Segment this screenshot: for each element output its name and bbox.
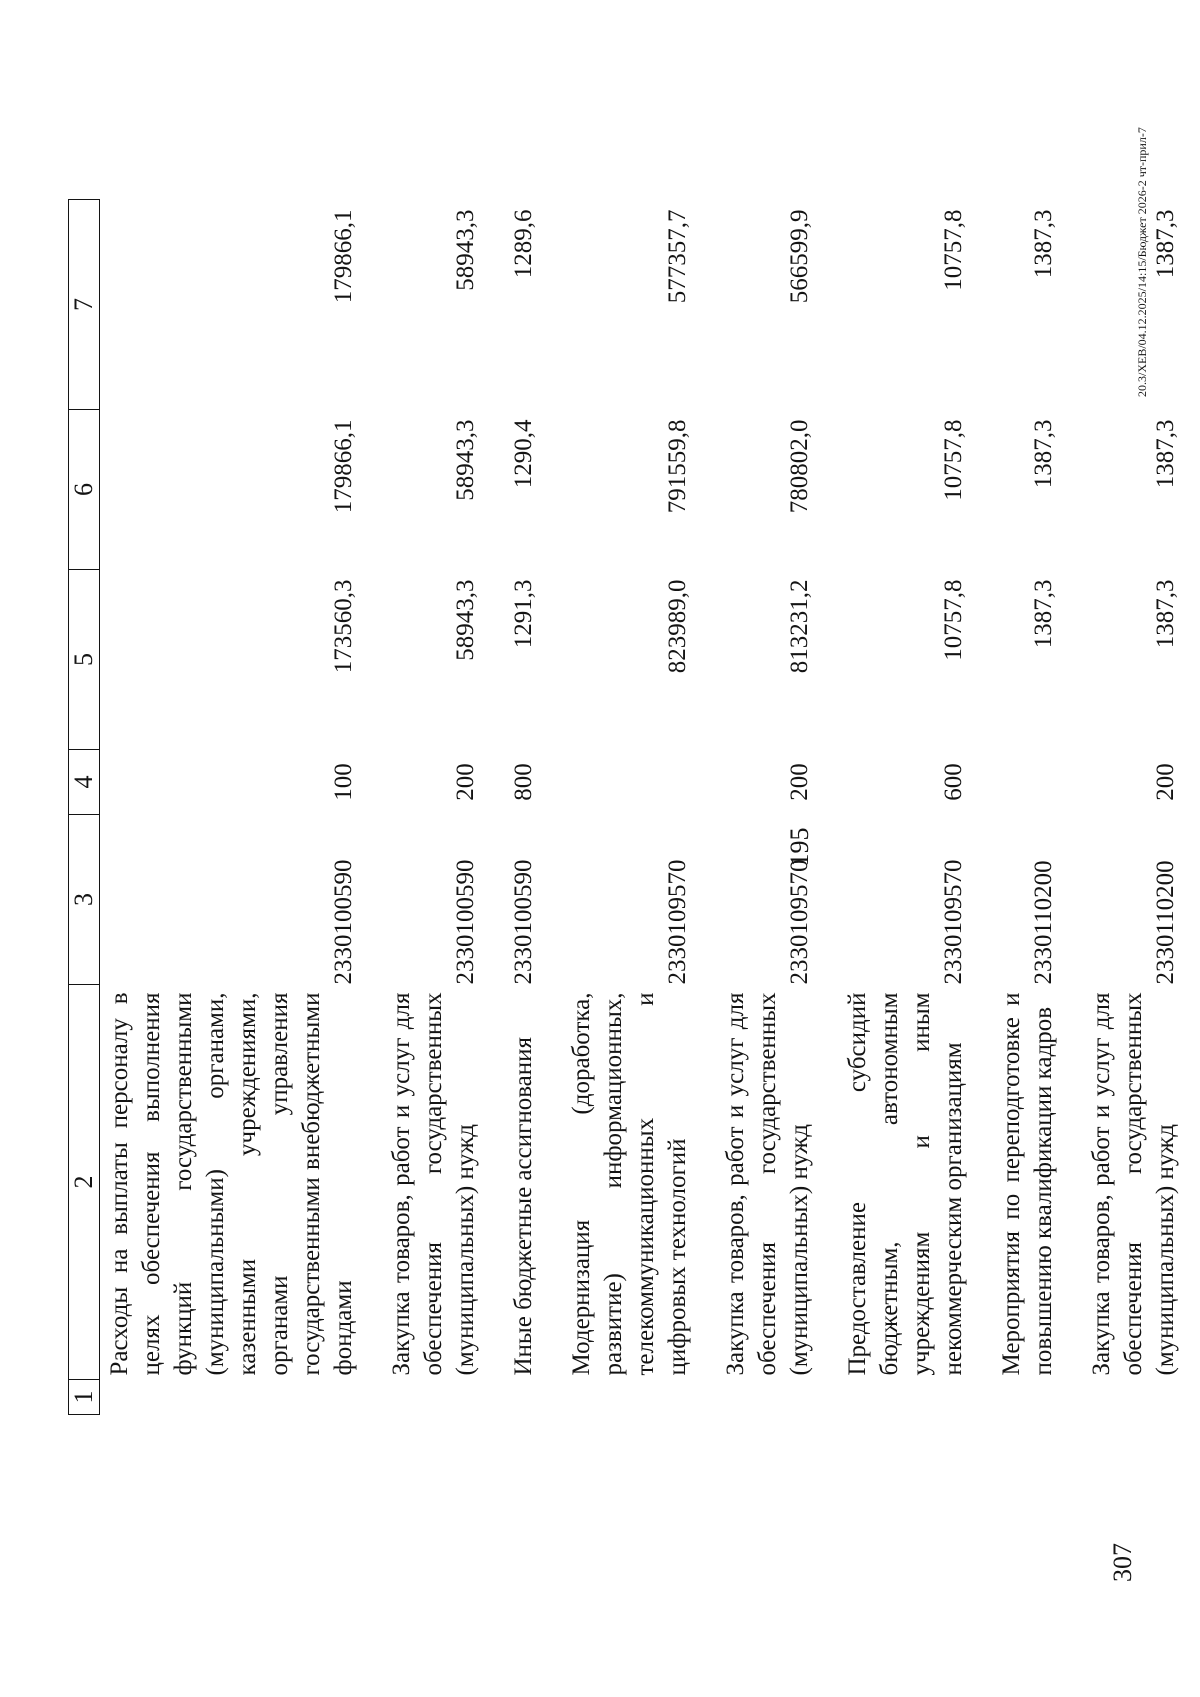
row-number-cell [100,1380,367,1415]
expense-type-code: 200 [1152,763,1179,801]
target-article-code: 2330100590 [510,859,537,985]
table-row [100,200,367,1415]
amount-col6: 780802,0 [786,419,813,514]
amount-col6: 1387,3 [1030,419,1057,489]
target-article-code: 2330100590 [452,859,479,985]
amount-col7: 577357,7 [664,209,691,304]
page-number: 195 [785,827,814,867]
amount-col6: 1387,3 [1152,419,1179,489]
table-row [700,200,822,1415]
footer-code: 20.3/ХЕВ/04.12.2025/14:15/Бюджет 2026-2 чт-прил-7 [1135,127,1149,397]
column-header: 7 [69,200,100,410]
target-article-code: 2330109570 [664,859,691,985]
description-cell: Закупка товаров, работ и услуг для обеспечения государственных (муниципальных) нужд [1088,992,1179,1376]
row-number-cell [700,1380,822,1415]
column-header: 3 [69,815,100,985]
column-header: 6 [69,410,100,570]
table-row [1066,200,1188,1415]
description-cell: Закупка товаров, работ и услуг для обеспечения государственных (муниципальных) нужд [388,992,479,1376]
amount-col5: 1387,3 [1030,579,1057,649]
row-number-cell [822,1380,976,1415]
table-row [976,200,1066,1415]
description-cell: Иные бюджетные ассигнования [510,1036,537,1376]
amount-col5: 173560,3 [330,579,357,674]
expense-type-code: 600 [940,763,967,801]
amount-col6: 791559,8 [664,419,691,514]
sheet-number: 307 [1108,1543,1137,1582]
amount-col6: 10757,8 [940,419,967,501]
expense-type-code: 100 [330,763,357,801]
amount-col6: 179866,1 [330,419,357,514]
target-article-code: 2330110200 [1152,860,1179,985]
amount-col7: 1387,3 [1152,209,1179,279]
table-row [488,200,546,1415]
amount-col6: 58943,3 [452,419,479,501]
amount-col7: 1289,6 [510,209,537,279]
amount-col5: 1387,3 [1152,579,1179,649]
table-row [366,200,488,1415]
amount-col6: 1290,4 [510,419,537,489]
budget-table [68,199,1188,1415]
row-number-cell [366,1380,488,1415]
amount-col5: 813231,2 [786,579,813,674]
expense-type-code: 800 [510,763,537,801]
description-cell: Предоставление субсидий бюджетным, автономным учреждениям и иным некоммерческим организациям [844,992,967,1376]
column-header: 4 [69,750,100,815]
amount-col5: 58943,3 [452,579,479,661]
target-article-code: 2330109570 [786,859,813,985]
expense-type-code [976,750,1066,815]
expense-type-code: 200 [452,763,479,801]
amount-col5: 823989,0 [664,579,691,674]
amount-col7: 179866,1 [330,209,357,304]
amount-col7: 566599,9 [786,209,813,304]
row-number-cell [976,1380,1066,1415]
target-article-code: 2330110200 [1030,860,1057,985]
amount-col5: 1291,3 [510,579,537,649]
table-row [546,200,700,1415]
description-cell: Мероприятия по переподготовке и повышению квалификации кадров [998,992,1057,1376]
target-article-code: 2330109570 [940,859,967,985]
description-cell: Закупка товаров, работ и услуг для обеспечения государственных (муниципальных) нужд [722,992,813,1376]
amount-col7: 58943,3 [452,209,479,291]
expense-type-code [546,750,700,815]
description-cell: Расходы на выплаты персоналу в целях обеспечения выполнения функций государственными (муниципальными) органами, казенными учреждениями, органами управления государственными внебюджетными фондами [106,992,357,1376]
row-number-cell [1066,1380,1188,1415]
row-number-cell [546,1380,700,1415]
column-header: 5 [69,570,100,750]
amount-col7: 1387,3 [1030,209,1057,279]
expense-type-code: 200 [786,763,813,801]
column-header: 2 [69,985,100,1380]
amount-col7: 10757,8 [940,209,967,291]
table-row [822,200,976,1415]
amount-col5: 10757,8 [940,579,967,661]
table-header-row [69,200,100,1415]
column-header: 1 [69,1380,100,1415]
target-article-code: 2330100590 [330,859,357,985]
description-cell: Модернизация (доработка, развитие) информационных, телекоммуникационных и цифровых технологий [568,992,691,1376]
row-number-cell [488,1380,546,1415]
